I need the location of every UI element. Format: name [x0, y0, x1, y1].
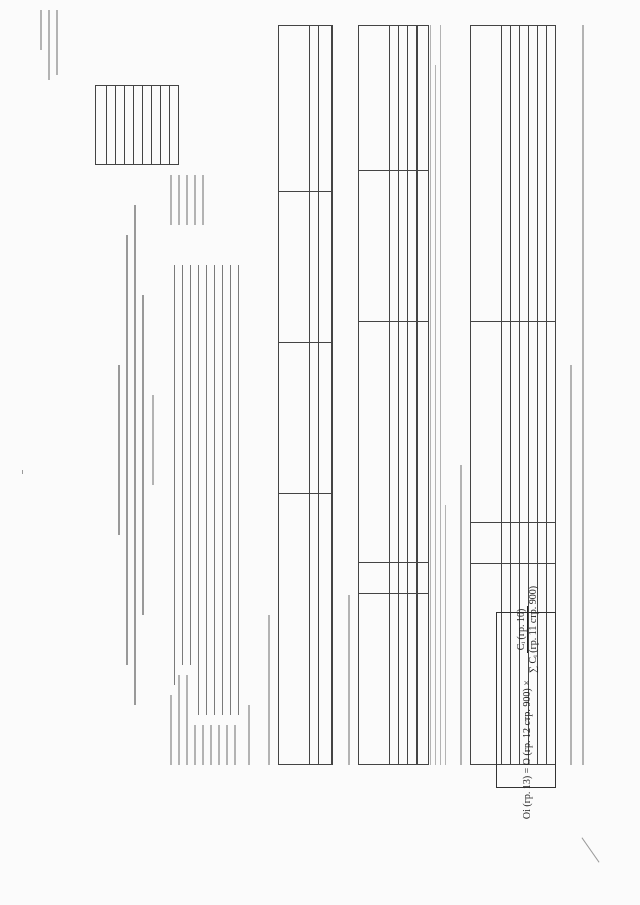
section-1-1-table: [358, 25, 429, 765]
header-field: [214, 265, 215, 715]
codes-labels: [194, 175, 196, 225]
codes-table: [95, 85, 179, 165]
header-field: [238, 265, 239, 715]
codes-labels: [170, 175, 172, 225]
header-labels: [226, 725, 228, 765]
header-field: [206, 265, 207, 715]
header-labels: [170, 695, 172, 765]
header-field: [198, 265, 199, 715]
formula-box: [496, 585, 556, 820]
formula-lhs: Oi (гр. 13) = O (гр. 12 стр. 900) ×: [521, 680, 533, 820]
document-title: [126, 235, 128, 665]
formula-denominator: ∑ Cᵢ (гр. 11 стр. 900): [527, 585, 539, 674]
formula-fraction: [516, 583, 539, 676]
formula-numerator: Cᵢ (гр. 10): [516, 606, 528, 654]
scan-mark: [22, 470, 23, 474]
header-labels: [248, 705, 250, 765]
approval-line: [56, 10, 58, 75]
date-line: [152, 395, 154, 485]
formula-text: [497, 585, 557, 820]
section-1-table: [278, 25, 333, 765]
section-1-1-footnotes: [445, 505, 446, 765]
header-labels: [202, 725, 204, 765]
section-2-heading: [460, 465, 462, 765]
header-labels: [234, 725, 236, 765]
header-field: [222, 265, 223, 715]
header-field: [182, 265, 183, 665]
section-1-1-footnotes: [440, 25, 441, 765]
section-1-1-footnotes: [430, 25, 431, 765]
section-1-heading: [268, 615, 270, 765]
document-title: [134, 205, 136, 705]
header-labels: [194, 725, 196, 765]
header-labels: [186, 675, 188, 765]
codes-labels: [178, 175, 180, 225]
header-labels: [218, 725, 220, 765]
header-labels: [178, 675, 180, 765]
document-title: [142, 295, 144, 615]
codes-labels: [186, 175, 188, 225]
document-title: [118, 365, 120, 535]
section-4-text: [582, 25, 584, 765]
header-labels: [210, 725, 212, 765]
header-field: [190, 265, 191, 665]
approval-line: [48, 10, 50, 80]
approval-line: [40, 10, 42, 50]
section-1-1-footnotes: [435, 65, 436, 765]
header-field: [230, 265, 231, 715]
section-3-text: [570, 365, 572, 765]
codes-labels: [202, 175, 204, 225]
section-1-1-heading: [348, 595, 350, 765]
header-field: [174, 265, 175, 685]
